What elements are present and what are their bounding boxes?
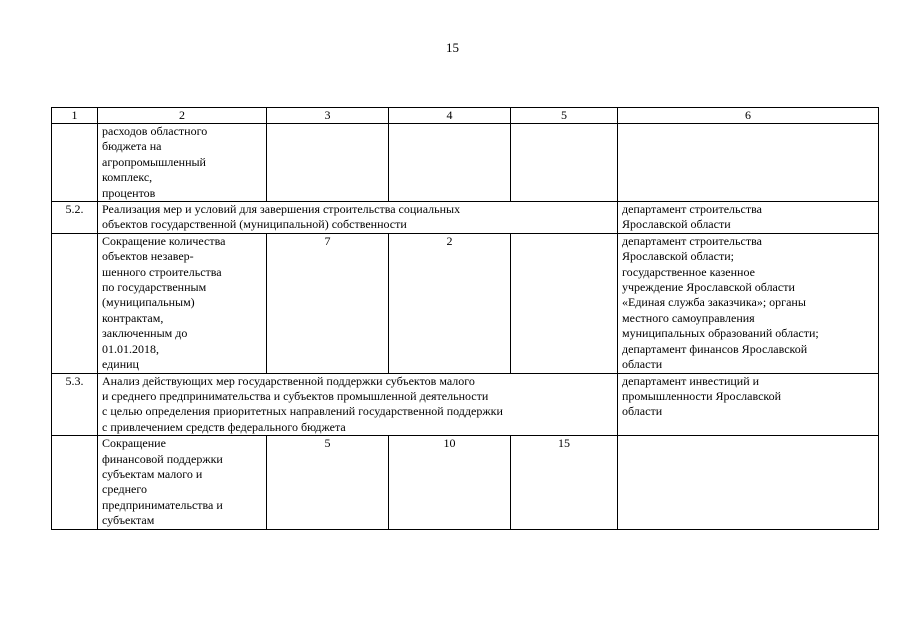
responsible-line: местного самоуправления	[622, 310, 755, 325]
responsible-cell	[618, 124, 879, 202]
indicator-name-line: объектов незавер-	[102, 249, 194, 264]
indicator-value-col3	[267, 124, 389, 202]
table-body	[52, 108, 879, 530]
responsible-cell	[618, 436, 879, 529]
indicator-name-line: 01.01.2018,	[102, 341, 159, 356]
indicator-name-line: субъектам малого и	[102, 466, 203, 481]
measure-title-line: объектов государственной (муниципальной) собственности	[102, 217, 407, 232]
indicator-name-line: Сокращение	[102, 436, 166, 451]
measure-row	[52, 202, 879, 234]
measure-title-line: с целью определения приоритетных направлений государственной поддержки	[102, 404, 503, 419]
row-number	[52, 436, 98, 529]
measure-title	[98, 202, 618, 234]
indicator-value-col5	[511, 233, 618, 373]
table-header-row	[52, 108, 879, 124]
indicator-value-col4: 10	[389, 436, 511, 529]
indicator-name-line: по государственным	[102, 280, 207, 295]
indicator-value-col3: 5	[267, 436, 389, 529]
responsible-line: области	[622, 404, 663, 419]
page-number: 15	[446, 40, 459, 55]
indicator-name	[98, 124, 267, 202]
indicator-name-line: контрактам,	[102, 310, 164, 325]
indicator-name-line: (муниципальным)	[102, 295, 195, 310]
measure-row	[52, 373, 879, 436]
responsible-line: департамент финансов Ярославской	[622, 341, 808, 356]
header-cell-4: 4	[389, 108, 511, 124]
measure-title-line: и среднего предпринимательства и субъектов промышленной деятельности	[102, 388, 489, 403]
responsible-line: департамент строительства	[622, 202, 762, 217]
indicator-name-line: шенного строительства	[102, 264, 222, 279]
responsible-line: «Единая служба заказчика»; органы	[622, 295, 806, 310]
indicator-name-line: единиц	[102, 357, 139, 372]
indicator-name-line: расходов областного	[102, 124, 208, 138]
measure-title-line: с привлечением средств федерального бюджета	[102, 419, 346, 434]
header-cell-3: 3	[267, 108, 389, 124]
responsible-line: государственное казенное	[622, 264, 755, 279]
indicator-name-line: агропромышленный	[102, 154, 206, 169]
indicator-name-line: бюджета на	[102, 139, 162, 154]
indicator-name-line: финансовой поддержки	[102, 451, 223, 466]
indicator-name-line: среднего	[102, 482, 147, 497]
indicator-value-col5: 15	[511, 436, 618, 529]
measure-number: 5.3.	[52, 373, 98, 436]
indicator-name-line: комплекс,	[102, 170, 153, 185]
responsible-cell	[618, 373, 879, 436]
responsible-line: промышленности Ярославской	[622, 388, 782, 403]
indicator-name	[98, 233, 267, 373]
indicator-row	[52, 436, 879, 529]
measure-title	[98, 373, 618, 436]
header-cell-1: 1	[52, 108, 98, 124]
indicator-name-line: заключенным до	[102, 326, 188, 341]
indicator-value-col5	[511, 124, 618, 202]
measure-title-line: Анализ действующих мер государственной поддержки субъектов малого	[102, 373, 475, 388]
row-number	[52, 233, 98, 373]
responsible-line: области	[622, 357, 663, 372]
indicator-row	[52, 124, 879, 202]
indicator-value-col4: 2	[389, 233, 511, 373]
header-cell-5: 5	[511, 108, 618, 124]
responsible-line: Ярославской области;	[622, 249, 734, 264]
indicator-name-line: предпринимательства и	[102, 497, 223, 512]
document-table	[51, 107, 879, 530]
header-cell-6: 6	[618, 108, 879, 124]
indicator-name-line: субъектам	[102, 513, 155, 528]
indicator-value-col3: 7	[267, 233, 389, 373]
responsible-cell	[618, 233, 879, 373]
indicator-name	[98, 436, 267, 529]
row-number	[52, 124, 98, 202]
responsible-line: муниципальных образований области;	[622, 326, 819, 341]
responsible-cell	[618, 202, 879, 234]
measure-number: 5.2.	[52, 202, 98, 234]
indicator-name-line: Сокращение количества	[102, 233, 226, 248]
indicator-name-line: процентов	[102, 185, 156, 200]
responsible-line: Ярославской области	[622, 217, 731, 232]
measure-title-line: Реализация мер и условий для завершения строительства социальных	[102, 202, 461, 217]
responsible-line: департамент строительства	[622, 233, 762, 248]
responsible-line: учреждение Ярославской области	[622, 280, 795, 295]
indicator-row	[52, 233, 879, 373]
indicator-value-col4	[389, 124, 511, 202]
header-cell-2: 2	[98, 108, 267, 124]
responsible-line: департамент инвестиций и	[622, 373, 760, 388]
